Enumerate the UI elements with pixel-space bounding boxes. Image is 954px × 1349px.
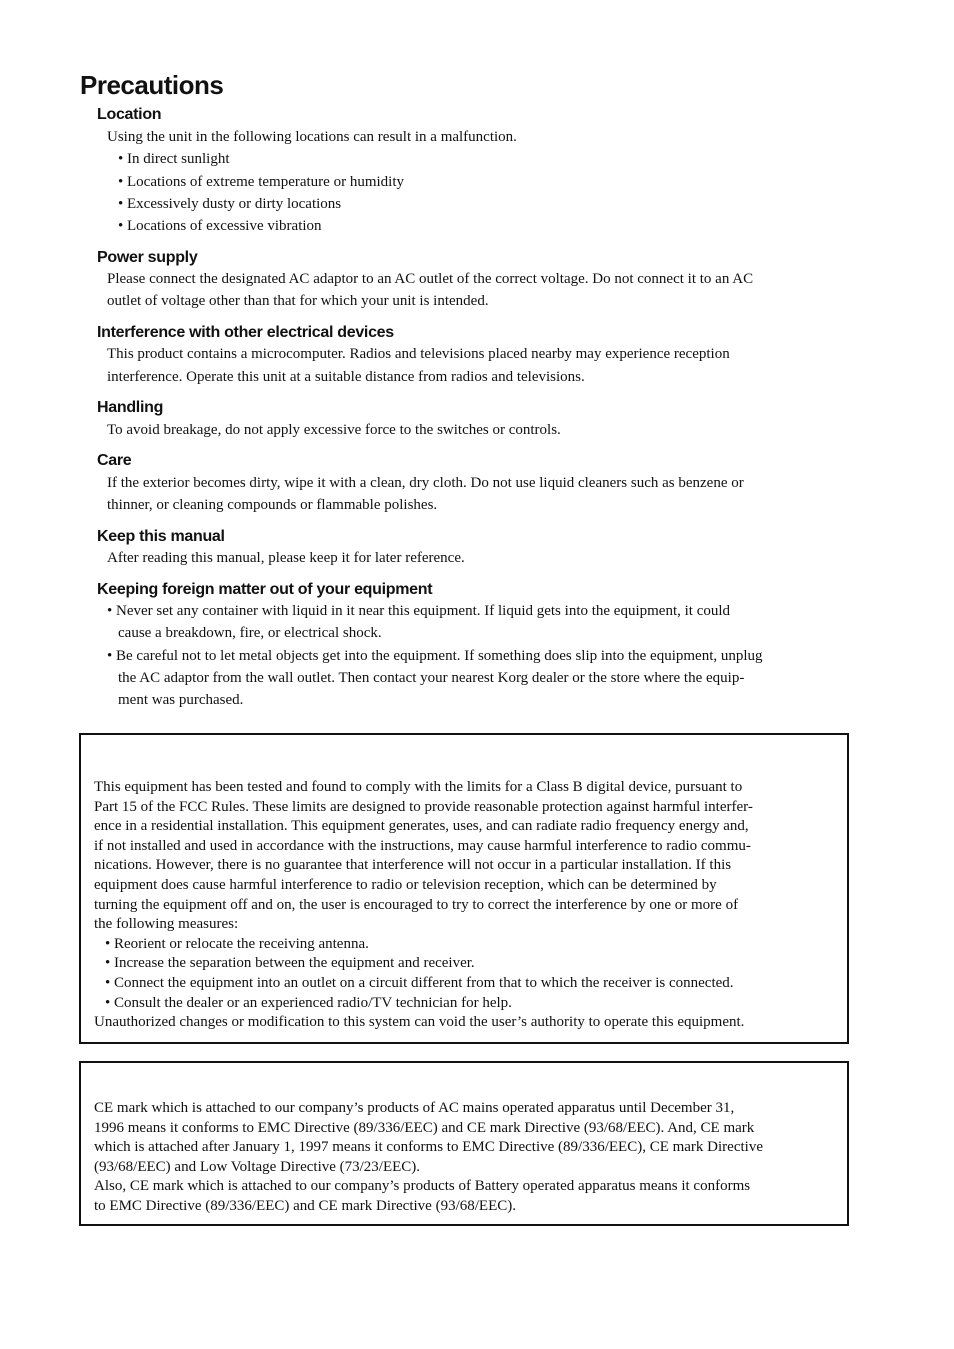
fcc-line: the following measures: bbox=[94, 916, 239, 933]
location-text: Using the unit in the following locations can result in a malfunction. bbox=[107, 129, 517, 145]
fcc-line: This equipment has been tested and found to comply with the limits for a Class B digital device, pursuant to bbox=[94, 779, 743, 795]
fcc-line: turning the equipment off and on, the user is encouraged to try to correct the interference by one or more of bbox=[94, 896, 739, 913]
fcc-notice-text bbox=[94, 778, 834, 1033]
fcc-line: nications. However, there is no guarantee that interference will not occur in a particular installation. If this bbox=[94, 857, 732, 874]
interference-text-line: This product contains a microcomputer. Radios and televisions placed nearby may experience reception bbox=[107, 346, 730, 362]
location-bullet: • In direct sunlight bbox=[118, 151, 230, 167]
manual-text: After reading this manual, please keep it for later reference. bbox=[107, 550, 465, 566]
foreign-bullet-line: • Be careful not to let metal objects get into the equipment. If something does slip into the equipment, unplug bbox=[107, 648, 763, 664]
care-text-line: thinner, or cleaning compounds or flammable polishes. bbox=[107, 497, 438, 513]
interference-text-line: interference. Operate this unit at a suitable distance from radios and televisions. bbox=[107, 369, 585, 385]
ce-line: CE mark which is attached to our company’s products of AC mains operated apparatus until December 31, bbox=[94, 1100, 735, 1116]
ce-line: which is attached after January 1, 1997 means it conforms to EMC Directive (89/336/EEC), CE mark Directive bbox=[94, 1139, 763, 1156]
fcc-line: ence in a residential installation. This equipment generates, uses, and can radiate radio frequency energy and, bbox=[94, 818, 749, 835]
manual-heading: Keep this manual bbox=[97, 528, 225, 545]
ce-notice-text bbox=[94, 1099, 834, 1217]
foreign-bullet-line: • Never set any container with liquid in it near this equipment. If liquid gets into the equipment, it could bbox=[107, 603, 731, 619]
page-title: Precautions bbox=[80, 70, 224, 100]
fcc-line: Part 15 of the FCC Rules. These limits are designed to provide reasonable protection against harmful interfer- bbox=[94, 798, 753, 815]
fcc-closing: Unauthorized changes or modification to this system can void the user’s authority to operate this equipment. bbox=[94, 1014, 745, 1031]
handling-heading: Handling bbox=[97, 399, 164, 416]
care-text-line: If the exterior becomes dirty, wipe it with a clean, dry cloth. Do not use liquid cleaners such as benzene or bbox=[107, 475, 744, 491]
foreign-heading: Keeping foreign matter out of your equipment bbox=[97, 581, 433, 598]
foreign-bullet-line: cause a breakdown, fire, or electrical shock. bbox=[118, 625, 382, 641]
fcc-line: equipment does cause harmful interference to radio or television reception, which can be determined by bbox=[94, 876, 717, 893]
ce-line: (93/68/EEC) and Low Voltage Directive (73/23/EEC). bbox=[94, 1158, 421, 1175]
location-bullet: • Excessively dusty or dirty locations bbox=[118, 196, 342, 212]
foreign-bullet-line: ment was purchased. bbox=[118, 692, 244, 708]
fcc-bullet: • Increase the separation between the equipment and receiver. bbox=[105, 955, 475, 972]
power-heading: Power supply bbox=[97, 249, 198, 266]
power-text-line: outlet of voltage other than that for which your unit is intended. bbox=[107, 293, 489, 309]
fcc-line: if not installed and used in accordance with the instructions, may cause harmful interference to radio commu- bbox=[94, 837, 751, 854]
handling-text: To avoid breakage, do not apply excessive force to the switches or controls. bbox=[107, 422, 561, 438]
ce-line: Also, CE mark which is attached to our company’s products of Battery operated apparatus means it conforms bbox=[94, 1178, 751, 1195]
power-text-line: Please connect the designated AC adaptor to an AC outlet of the correct voltage. Do not connect it to an AC bbox=[107, 271, 754, 287]
fcc-bullet: • Connect the equipment into an outlet on a circuit different from that to which the receiver is connected. bbox=[105, 974, 734, 991]
ce-line: to EMC Directive (89/336/EEC) and CE mark Directive (93/68/EEC). bbox=[94, 1197, 516, 1214]
location-bullet: • Locations of extreme temperature or humidity bbox=[118, 174, 404, 190]
care-heading: Care bbox=[97, 452, 132, 469]
location-bullet: • Locations of excessive vibration bbox=[118, 218, 322, 234]
interference-heading: Interference with other electrical devices bbox=[97, 324, 394, 341]
fcc-bullet: • Consult the dealer or an experienced radio/TV technician for help. bbox=[105, 994, 512, 1011]
fcc-bullet: • Reorient or relocate the receiving antenna. bbox=[105, 935, 369, 952]
location-heading: Location bbox=[97, 106, 162, 123]
ce-line: 1996 means it conforms to EMC Directive (89/336/EEC) and CE mark Directive (93/68/EEC). And, CE mark bbox=[94, 1119, 755, 1136]
foreign-bullet-line: the AC adaptor from the wall outlet. Then contact your nearest Korg dealer or the store where the equip- bbox=[118, 670, 745, 686]
